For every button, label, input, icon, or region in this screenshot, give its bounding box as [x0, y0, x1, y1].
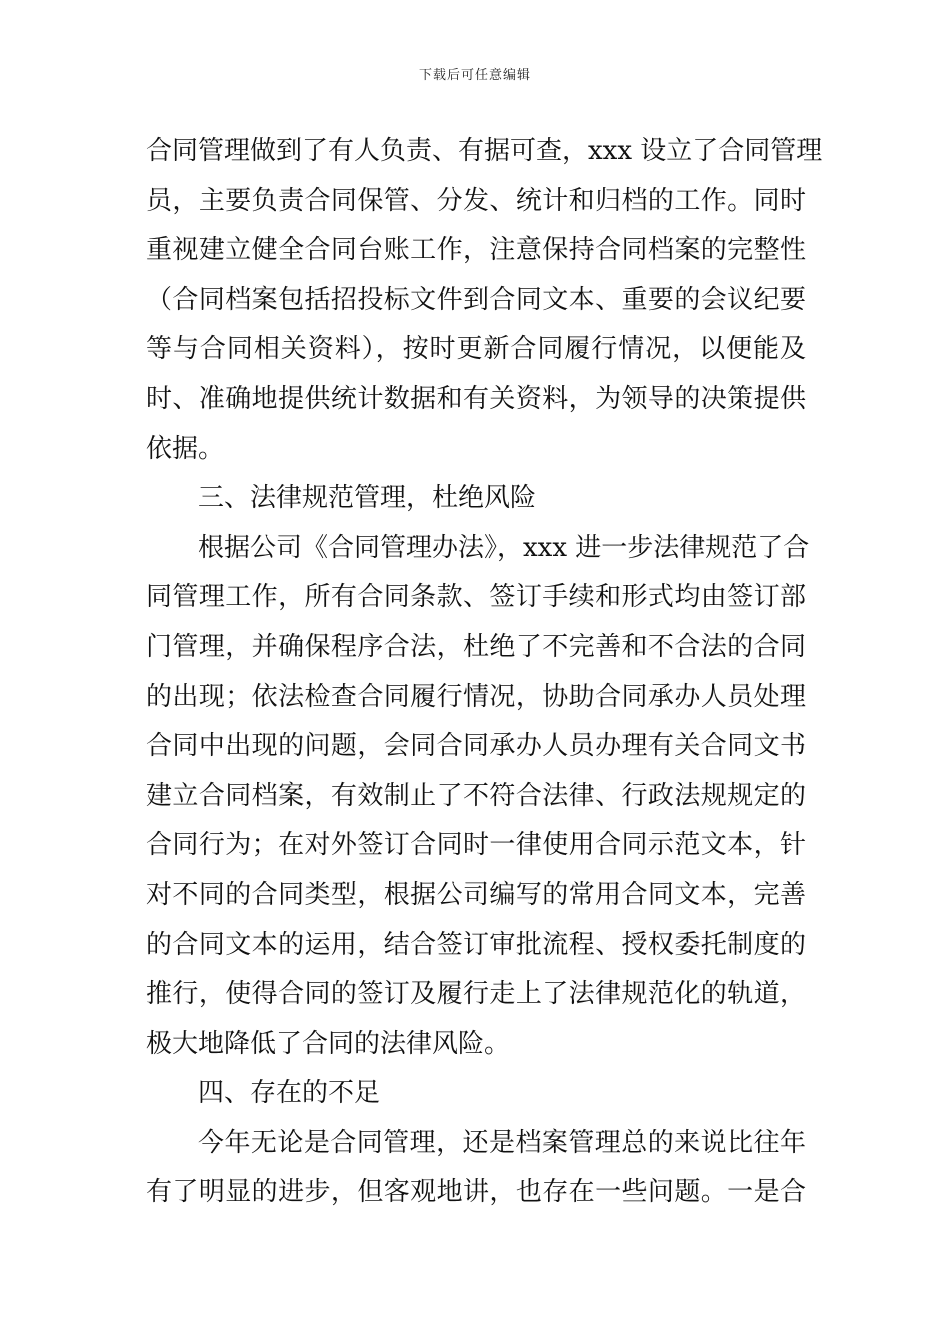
paragraph-p3 — [146, 1119, 806, 1218]
text-line: 推行，使得合同的签订及履行走上了法律规范化的轨道， — [146, 979, 806, 1010]
text-line: 建立合同档案，有效制止了不符合法律、行政法规规定的 — [146, 780, 806, 811]
text-line: 依据。 — [146, 433, 225, 464]
text-line: 同管理工作，所有合同条款、签订手续和形式均由签订部 — [146, 582, 806, 613]
text-line: 合同行为；在对外签订合同时一律使用合同示范文本，针 — [146, 830, 806, 861]
paragraph-p1 — [146, 127, 823, 474]
text-line: 重视建立健全合同台账工作，注意保持合同档案的完整性 — [146, 235, 806, 266]
text-line: 门管理，并确保程序合法，杜绝了不完善和不合法的合同 — [146, 631, 806, 662]
text-line: 等与合同相关资料），按时更新合同履行情况，以便能及 — [146, 334, 806, 365]
text-line: 时、准确地提供统计数据和有关资料，为领导的决策提供 — [146, 383, 806, 414]
text-line: 合同管理做到了有人负责、有据可查，xxx 设立了合同管理 — [146, 136, 823, 166]
text-line: 三、法律规范管理，杜绝风险 — [198, 483, 537, 514]
text-line: 今年无论是合同管理，还是档案管理总的来说比往年 — [198, 1127, 806, 1158]
section-heading-h3 — [146, 474, 806, 524]
text-line: 的合同文本的运用，结合签订审批流程、授权委托制度的 — [146, 929, 806, 960]
text-line: 员，主要负责合同保管、分发、统计和归档的工作。同时 — [146, 185, 806, 216]
paragraph-p2 — [146, 524, 810, 1070]
section-heading-h4 — [146, 1069, 806, 1119]
text-line: 对不同的合同类型，根据公司编写的常用合同文本，完善 — [146, 879, 806, 910]
page-header: 下载后可任意编辑 — [418, 68, 531, 83]
text-line: （合同档案包括招投标文件到合同文本、重要的会议纪要 — [146, 284, 806, 315]
document-body — [146, 127, 823, 1218]
text-line: 有了明显的进步，但客观地讲，也存在一些问题。一是合 — [146, 1177, 806, 1208]
text-line: 的出现；依法检查合同履行情况，协助合同承办人员处理 — [146, 681, 806, 712]
text-line: 极大地降低了合同的法律风险。 — [146, 1028, 511, 1059]
text-line: 四、存在的不足 — [198, 1078, 381, 1109]
text-line: 根据公司《合同管理办法》，xxx 进一步法律规范了合 — [198, 532, 810, 563]
text-line: 合同中出现的问题，会同合同承办人员办理有关合同文书 — [146, 731, 806, 762]
